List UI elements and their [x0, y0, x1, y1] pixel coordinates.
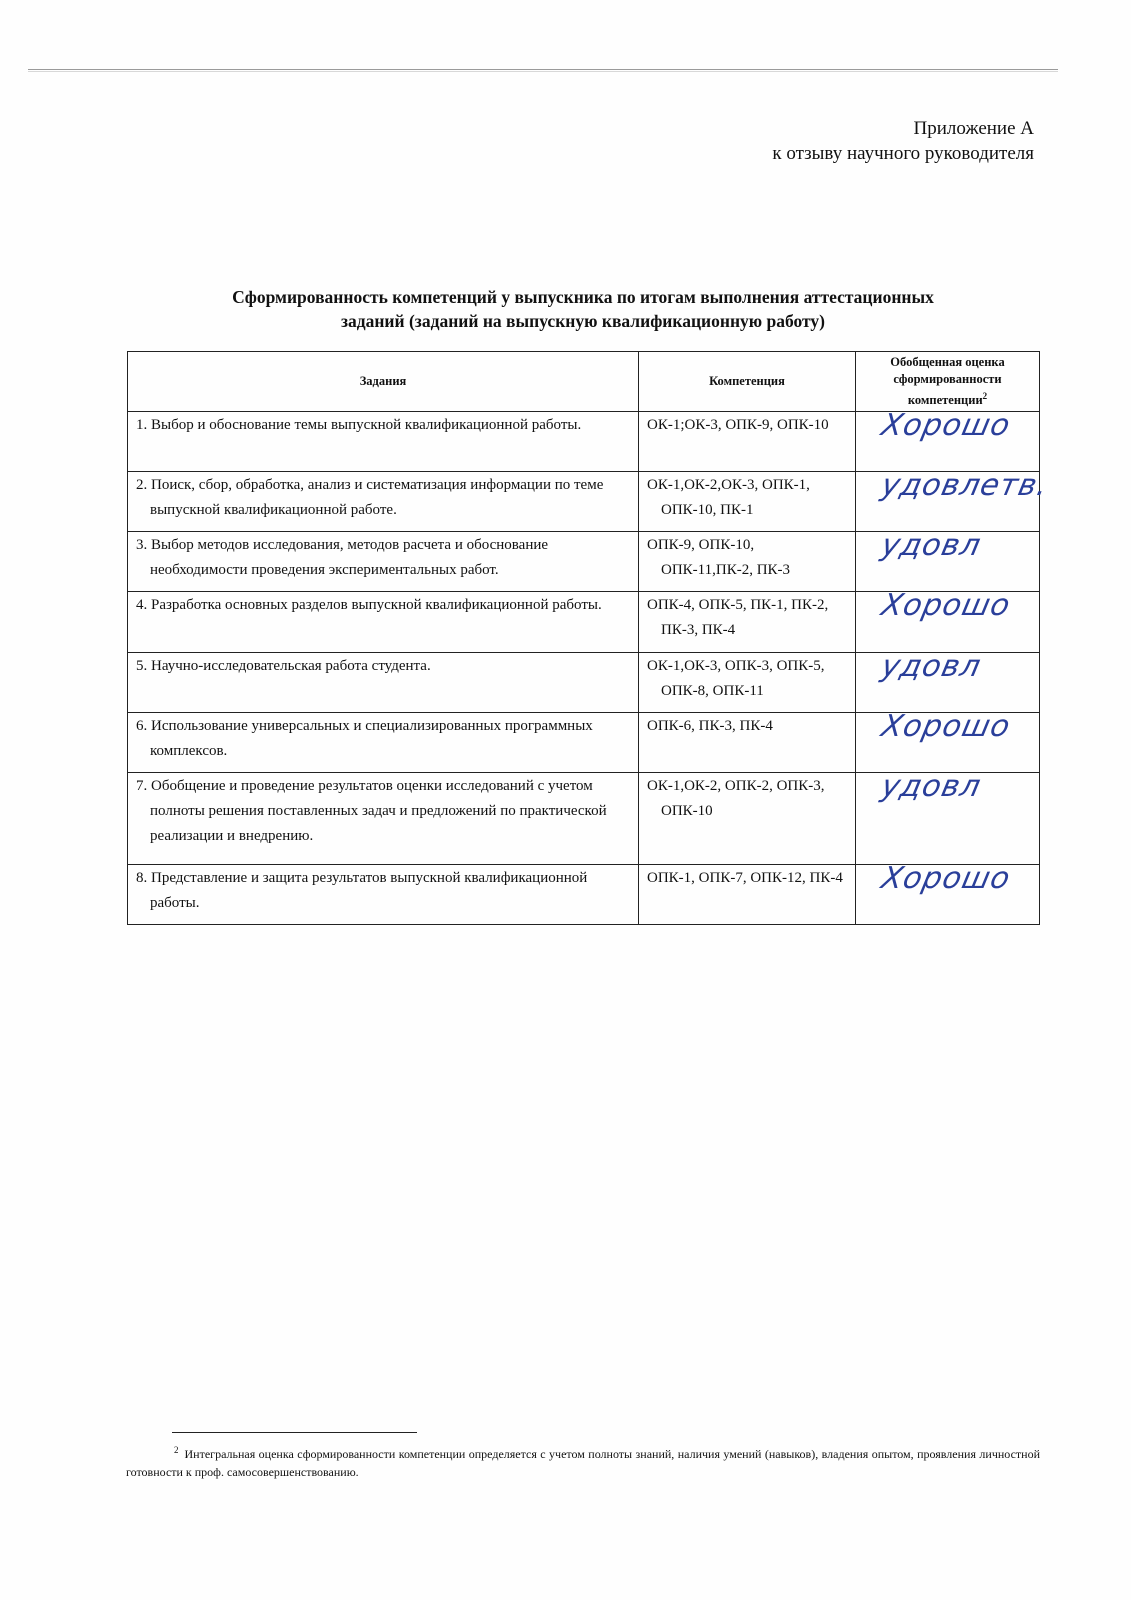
table-row	[128, 472, 1040, 532]
header-grade	[856, 352, 1040, 412]
task-cell	[128, 713, 639, 773]
handwritten-grade: Хорошо	[878, 408, 1014, 444]
competence-text: ОК-1,ОК-3, ОПК-3, ОПК-5, ОПК-8, ОПК-11	[647, 658, 825, 700]
table-row	[128, 532, 1040, 592]
task-text: 8. Представление и защита результатов выпускной квалификационной работы.	[136, 870, 588, 912]
competence-text: ОК-1;ОК-3, ОПК-9, ОПК-10	[647, 417, 829, 434]
task-cell	[128, 773, 639, 865]
grade-cell	[856, 861, 1040, 925]
task-cell	[128, 653, 639, 713]
task-cell	[128, 472, 639, 532]
competence-cell	[639, 653, 856, 713]
table-header-row	[128, 352, 1040, 412]
task-cell	[128, 592, 639, 653]
grade-cell	[856, 468, 1052, 532]
footnote	[126, 1441, 1040, 1481]
grade-cell	[856, 649, 1040, 713]
grade-cell	[856, 588, 1040, 653]
competence-cell	[639, 532, 856, 592]
task-cell	[128, 532, 639, 592]
competence-text: ОК-1,ОК-2, ОПК-2, ОПК-3, ОПК-10	[647, 778, 825, 820]
task-text: 1. Выбор и обоснование темы выпускной квалификационной работы.	[136, 417, 582, 434]
task-text: 2. Поиск, сбор, обработка, анализ и систематизация информации по теме выпускной квалификационной работе.	[136, 477, 604, 519]
footnote-mark: 2	[174, 1445, 179, 1455]
table-row	[128, 713, 1040, 773]
title-line-1: Сформированность компетенций у выпускника по итогам выполнения аттестационных	[232, 287, 934, 307]
table-row	[128, 773, 1040, 865]
table-row	[128, 592, 1040, 653]
footnote-separator	[172, 1432, 417, 1433]
footnote-text: Интегральная оценка сформированности компетенции определяется с учетом полноты знаний, наличия умений (навыков), владения опытом, проявления личностной готовности к проф. самосовершенствованию.	[126, 1447, 1040, 1479]
appendix-subtitle: к отзыву научного руководителя	[772, 143, 1034, 164]
handwritten-grade: Хорошо	[878, 588, 1014, 624]
competence-table	[127, 351, 1052, 925]
header-grade-footnote-mark: 2	[982, 391, 988, 401]
competence-cell	[639, 865, 856, 925]
handwritten-grade: удовлетв.	[878, 468, 1052, 504]
grade-cell	[856, 769, 1040, 865]
task-text: 6. Использование универсальных и специализированных программных комплексов.	[136, 718, 593, 760]
handwritten-grade: удовл	[878, 649, 985, 685]
task-text: 3. Выбор методов исследования, методов расчета и обоснование необходимости проведения экспериментальных работ.	[136, 537, 549, 579]
competence-cell	[639, 412, 856, 472]
header-competence: Компетенция	[639, 352, 856, 412]
header-grade-label: Обобщенная оценка сформированности компетенции	[890, 355, 1005, 408]
task-cell	[128, 865, 639, 925]
handwritten-grade: удовл	[878, 769, 985, 805]
table-row	[128, 412, 1040, 472]
competence-text: ОПК-1, ОПК-7, ОПК-12, ПК-4	[647, 870, 843, 887]
table-row	[128, 865, 1040, 925]
handwritten-grade: удовл	[878, 528, 985, 564]
appendix-label: Приложение А	[913, 118, 1034, 139]
competence-cell	[639, 592, 856, 653]
scan-edge-shadow	[28, 71, 1058, 72]
grade-cell	[856, 709, 1040, 773]
header-tasks: Задания	[128, 352, 639, 412]
task-text: 7. Обобщение и проведение результатов оценки исследований с учетом полноты решения поставленных задач и предложений по практической реализации и внедрению.	[136, 778, 607, 845]
competence-text: ОПК-9, ОПК-10, ОПК-11,ПК-2, ПК-3	[647, 537, 791, 579]
competence-text: ОПК-6, ПК-3, ПК-4	[647, 718, 773, 735]
handwritten-grade: Хорошо	[878, 709, 1014, 745]
grade-cell	[856, 408, 1040, 472]
table-row	[128, 653, 1040, 713]
title-line-2: заданий (заданий на выпускную квалификационную работу)	[340, 311, 826, 331]
competence-cell	[639, 713, 856, 773]
task-cell	[128, 412, 639, 472]
competence-text: ОПК-4, ОПК-5, ПК-1, ПК-2, ПК-3, ПК-4	[647, 597, 829, 639]
grade-cell	[856, 528, 1040, 592]
competence-cell	[639, 472, 856, 532]
task-text: 5. Научно-исследовательская работа студента.	[136, 658, 431, 675]
competence-text: ОК-1,ОК-2,ОК-3, ОПК-1, ОПК-10, ПК-1	[647, 477, 810, 519]
competence-cell	[639, 773, 856, 865]
table-body	[128, 408, 1052, 925]
document-title	[126, 285, 1040, 333]
task-text: 4. Разработка основных разделов выпускной квалификационной работы.	[136, 597, 602, 614]
scan-edge-line	[28, 69, 1058, 70]
appendix-header	[772, 116, 1034, 166]
handwritten-grade: Хорошо	[878, 861, 1014, 897]
